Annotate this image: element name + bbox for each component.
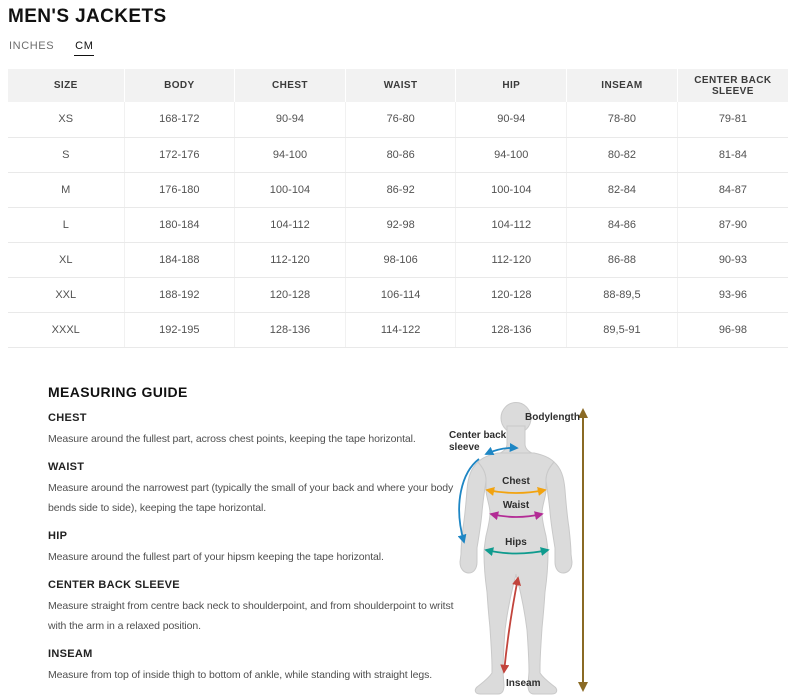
size-table-header-row	[8, 69, 788, 102]
value-cell: 79-81	[677, 102, 788, 137]
guide-entry-text: Measure around the fullest part of your hipsm keeping the tape horizontal.	[48, 550, 384, 563]
guide-entry-label: CHEST	[48, 411, 87, 424]
table-row	[8, 312, 788, 347]
value-cell: 84-87	[677, 172, 788, 207]
column-header: BODY	[124, 69, 235, 102]
value-cell: 90-94	[235, 102, 346, 137]
value-cell: 76-80	[345, 102, 456, 137]
value-cell: 82-84	[567, 172, 678, 207]
guide-entry-text: Measure around the narrowest part (typically the small of your back and where your body bends side to side), keeping the tape horizontal.	[48, 481, 454, 514]
guide-entry-label: CENTER BACK SLEEVE	[48, 578, 180, 591]
value-cell: 112-120	[456, 242, 567, 277]
guide-entry-label: INSEAM	[48, 647, 93, 660]
unit-cm-button[interactable]: CM	[74, 40, 94, 56]
size-cell: M	[8, 172, 124, 207]
value-cell: 84-86	[567, 207, 678, 242]
size-cell: XXL	[8, 277, 124, 312]
unit-inches-button[interactable]: INCHES	[8, 40, 55, 56]
value-cell: 92-98	[345, 207, 456, 242]
size-table-container	[8, 69, 788, 348]
table-row	[8, 242, 788, 277]
value-cell: 176-180	[124, 172, 235, 207]
size-table-body	[8, 102, 788, 347]
value-cell: 120-128	[456, 277, 567, 312]
value-cell: 180-184	[124, 207, 235, 242]
value-cell: 90-94	[456, 102, 567, 137]
table-row	[8, 102, 788, 137]
column-header: HIP	[456, 69, 567, 102]
column-header: WAIST	[345, 69, 456, 102]
value-cell: 86-88	[567, 242, 678, 277]
silhouette-right-arm	[546, 462, 572, 573]
measuring-diagram	[438, 396, 658, 698]
inseam-label: Inseam	[506, 678, 541, 689]
value-cell: 78-80	[567, 102, 678, 137]
center-back-sleeve-label-line2: sleeve	[449, 442, 480, 453]
value-cell: 192-195	[124, 312, 235, 347]
value-cell: 104-112	[235, 207, 346, 242]
bodylength-label: Bodylength	[525, 412, 580, 423]
guide-entry-text: Measure from top of inside thigh to bottom of ankle, while standing with straight legs.	[48, 668, 433, 681]
table-row	[8, 207, 788, 242]
waist-label: Waist	[502, 500, 530, 511]
value-cell: 98-106	[345, 242, 456, 277]
value-cell: 184-188	[124, 242, 235, 277]
hips-label: Hips	[505, 537, 527, 548]
measuring-guide-section	[48, 384, 472, 685]
chest-label: Chest	[502, 476, 530, 487]
value-cell: 114-122	[345, 312, 456, 347]
size-cell: L	[8, 207, 124, 242]
value-cell: 86-92	[345, 172, 456, 207]
silhouette-torso-legs	[475, 453, 556, 694]
value-cell: 100-104	[456, 172, 567, 207]
value-cell: 112-120	[235, 242, 346, 277]
value-cell: 80-86	[345, 137, 456, 172]
value-cell: 94-100	[456, 137, 567, 172]
size-cell: XS	[8, 102, 124, 137]
guide-entry-label: HIP	[48, 529, 68, 542]
value-cell: 188-192	[124, 277, 235, 312]
value-cell: 106-114	[345, 277, 456, 312]
column-header: CHEST	[235, 69, 346, 102]
size-cell: S	[8, 137, 124, 172]
value-cell: 88-89,5	[567, 277, 678, 312]
value-cell: 89,5-91	[567, 312, 678, 347]
column-header: CENTER BACK SLEEVE	[677, 69, 788, 102]
value-cell: 168-172	[124, 102, 235, 137]
value-cell: 128-136	[456, 312, 567, 347]
size-cell: XL	[8, 242, 124, 277]
value-cell: 80-82	[567, 137, 678, 172]
column-header: SIZE	[8, 69, 124, 102]
value-cell: 90-93	[677, 242, 788, 277]
value-cell: 93-96	[677, 277, 788, 312]
unit-toggle	[8, 40, 796, 56]
value-cell: 94-100	[235, 137, 346, 172]
table-row	[8, 277, 788, 312]
table-row	[8, 172, 788, 207]
measuring-guide-title: MEASURING GUIDE	[48, 383, 188, 400]
value-cell: 96-98	[677, 312, 788, 347]
guide-entry-text: Measure straight from centre back neck to shoulderpoint, and from shoulderpoint to writst with the arm in a relaxed position.	[48, 599, 454, 632]
column-header: INSEAM	[567, 69, 678, 102]
guide-entries	[48, 412, 472, 685]
size-cell: XXXL	[8, 312, 124, 347]
value-cell: 100-104	[235, 172, 346, 207]
guide-entry-label: WAIST	[48, 460, 85, 473]
value-cell: 104-112	[456, 207, 567, 242]
value-cell: 172-176	[124, 137, 235, 172]
value-cell: 128-136	[235, 312, 346, 347]
table-row	[8, 137, 788, 172]
value-cell: 81-84	[677, 137, 788, 172]
value-cell: 87-90	[677, 207, 788, 242]
size-table	[8, 69, 788, 348]
guide-entry-text: Measure around the fullest part, across chest points, keeping the tape horizontal.	[48, 432, 416, 445]
center-back-sleeve-label-line1: Center back	[449, 430, 507, 441]
page-title: MEN'S JACKETS	[8, 6, 167, 27]
value-cell: 120-128	[235, 277, 346, 312]
